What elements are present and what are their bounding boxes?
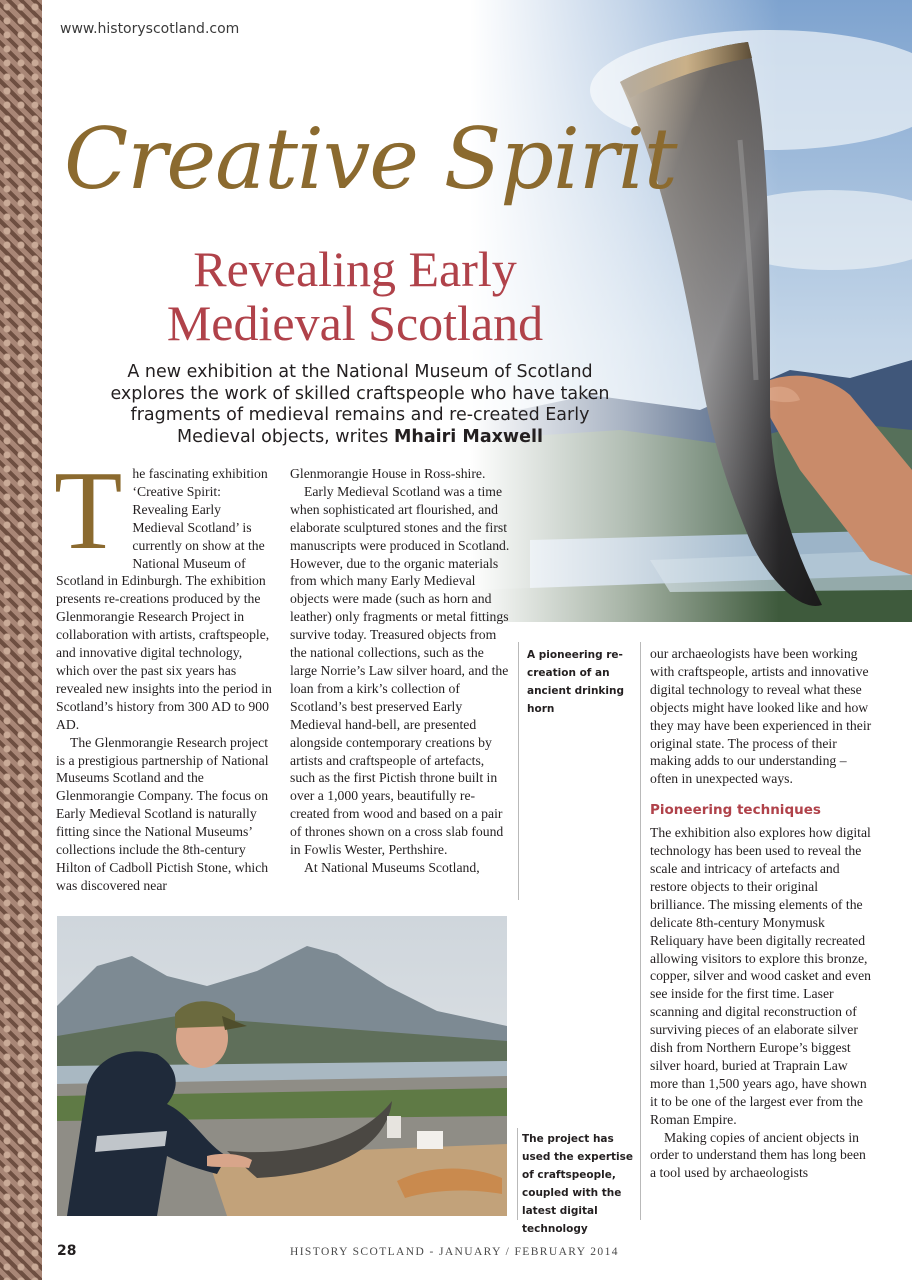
- caption-horn: A pioneering re-creation of an ancient drinking horn: [527, 649, 624, 715]
- paragraph: Early Medieval Scotland was a time when sophisticated art flourished, and elaborate sculptured stones and the first manuscripts were produced in Scotland. However, due to the organic materials from which many Early Medieval objects were made (such as horn and leather) only fragments or metal fittings survive today. Treasured objects from the national collections, such as the large Norrie’s Law silver hoard, and the loan from a kirk’s collection of Scotland’s best preserved Early Medieval hand-bell, are presented alongside contemporary creations by artists and craftspeople of artefacts, such as the first Pictish throne built in over a 1,000 years, beautifully re-created from wood and based on a pair of thrones shown on a cross slab found in Fowlis Wester, Perthshire.: [290, 483, 510, 858]
- page-number: 28: [57, 1243, 77, 1259]
- article-title: Creative Spirit: [64, 110, 677, 208]
- paragraph-text: he fascinating exhibition ‘Creative Spirit: Revealing Early Medieval Scotland’ is currently on show at the National Museum of Scotland in Edinburgh. The exhibition presents re-creations produced by the Glenmorangie Research Project in collaboration with artists, craftspeople, and innovative digital technology, which over the past six years has revealed new insights into the period in Scotland’s history from 300 AD to 900 AD.: [56, 466, 272, 732]
- subtitle-line-1: Revealing Early: [193, 241, 517, 297]
- paragraph: our archaeologists have been working with craftspeople, artists and innovative digital technology to reveal what these objects might have looked like and how they may have been experienced in their original state. The process of their making adds to our understanding – often in unexpected ways.: [650, 646, 872, 787]
- author-name: Mhairi Maxwell: [394, 426, 543, 447]
- magazine-footer: HISTORY SCOTLAND - JANUARY / FEBRUARY 2014: [290, 1246, 619, 1258]
- paragraph: The exhibition also explores how digital technology has been used to reveal the scale and intricacy of artefacts and restore objects to their original brilliance. The missing elements of the delicate 8th-century Monymusk Reliquary have been digitally recreated allowing visitors to explore this bronze, copper, silver and wood casket and even see inside for the first time. Laser scanning and digital reconstruction of surviving pieces of an elaborate silver dish from Northern Europe’s biggest silver hoard, buried at Traprain Law more than 1,500 years ago, have shown it to be one of the largest ever from the Roman Empire.: [650, 825, 872, 1127]
- craftsman-photo: [57, 916, 507, 1216]
- decorative-border: [0, 0, 42, 1280]
- caption-craftsman: The project has used the expertise of craftspeople, coupled with the latest digital technology: [522, 1133, 633, 1235]
- subtitle-line-2: Medieval Scotland: [166, 295, 544, 351]
- paragraph: Glenmorangie House in Ross-shire.: [290, 466, 486, 481]
- article-subtitle: [140, 242, 570, 350]
- article-column-2: [290, 465, 512, 877]
- article-column-1: [54, 449, 276, 895]
- column-divider: [518, 642, 519, 900]
- paragraph: [54, 449, 276, 734]
- article-column-3: [650, 645, 872, 1182]
- site-url: www.historyscotland.com: [60, 21, 240, 37]
- paragraph: The Glenmorangie Research project is a prestigious partnership of National Museums Scotland and the Glenmorangie Company. The focus on Early Medieval Scotland is naturally fitting since the National Museums’ collections include the 8th-century Hilton of Cadboll Pictish Stone, which was discovered near: [56, 734, 269, 893]
- paragraph: Making copies of ancient objects in order to understand them has long been a tool used by archaeologists: [650, 1129, 866, 1181]
- column-divider: [517, 1128, 518, 1220]
- standfirst: [100, 362, 620, 448]
- paragraph: At National Museums Scotland,: [304, 859, 480, 875]
- subheading: Pioneering techniques: [650, 802, 821, 819]
- standfirst-text: A new exhibition at the National Museum of Scotland explores the work of skilled craftspeople who have taken fragments of medieval remains and re-created Early Medieval objects, writes: [110, 362, 610, 447]
- drop-cap: T: [54, 449, 123, 573]
- column-divider: [640, 642, 641, 1220]
